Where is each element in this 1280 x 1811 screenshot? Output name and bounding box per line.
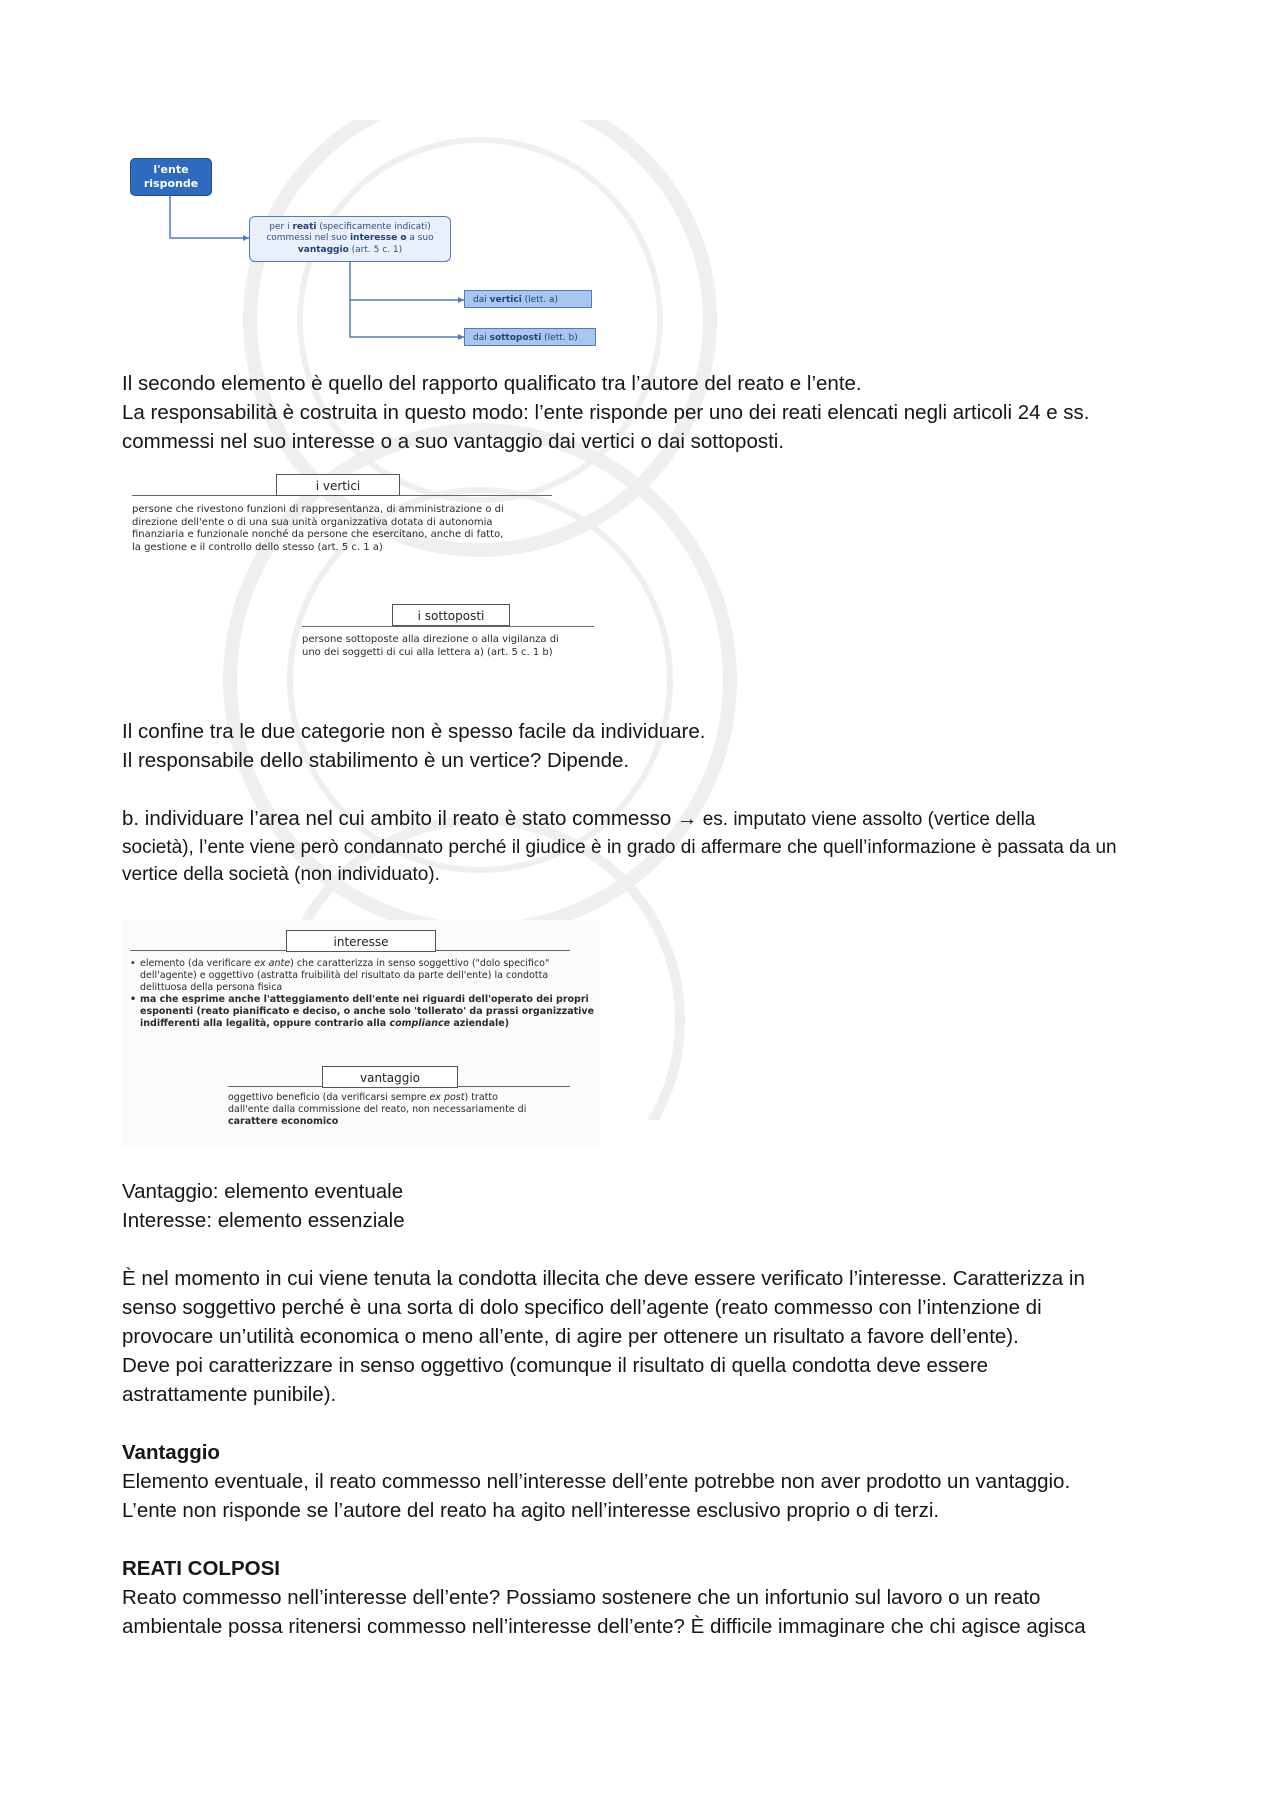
paragraph-rapporto [122,369,1172,456]
vertici-sottoposti-diagram [122,466,602,676]
vertici-text: dai [473,295,490,305]
desc-line: la gestione e il controllo dello stesso (art. 5 c. 1 a) [132,541,383,553]
text-line: Interesse: elemento essenziale [122,1209,405,1232]
interesse-label: interesse [286,930,436,952]
desc-line: carattere economico [228,1116,339,1127]
text-line: ambientale possa ritenersi commesso nell’interesse dell’ente? È difficile immaginare che chi agisce agisca [122,1615,1086,1638]
reati-bold: reati [292,221,317,232]
paragraph-definizioni [122,1177,1172,1235]
text-line: Il responsabile dello stabilimento è un vertice? Dipende. [122,749,630,772]
responsibility-diagram [122,150,612,350]
text-line: L’ente non risponde se l’autore del reato ha agito nell’interesse esclusivo proprio o di terzi. [122,1499,940,1522]
ente-risponde-box [130,158,212,196]
section-vantaggio [122,1438,1172,1525]
text-line: senso soggettivo perché è una sorta di dolo specifico dell’agente (reato commesso con l’intenzione di [122,1296,1042,1319]
vantaggio-label: vantaggio [322,1066,458,1088]
text-span: ex post [429,1092,465,1103]
sottoposti-label: i sottoposti [392,604,510,626]
paragraph-area [122,804,1172,888]
text-span: ex ante [254,958,291,969]
desc-line: finanziaria e funzionale nonché da persone che esercitano, anche di fatto, [132,529,504,540]
sottoposti-description [302,634,559,659]
interesse-description [130,958,594,1030]
vertici-description [132,504,504,554]
desc-line: persone sottoposte alla direzione o alla vigilanza di [302,634,559,645]
vertici-label: i vertici [276,474,400,496]
section-heading: REATI COLPOSI [122,1557,280,1580]
desc-line: persone che rivestono funzioni di rappresentanza, di amministrazione o di [132,504,504,515]
text-line: Elemento eventuale, il reato commesso nell’interesse dell’ente potrebbe non aver prodotto un vantaggio. [122,1470,1071,1493]
bullet-item [130,994,594,1030]
text-line: Il confine tra le due categorie non è spesso facile da individuare. [122,720,706,743]
text-span: compliance [389,1018,451,1029]
text-span: indifferenti alla legalità, oppure contrario alla [140,1018,390,1029]
text-line: Il secondo elemento è quello del rapporto qualificato tra l’autore del reato e l’ente. [122,372,862,395]
text-span: es. imputato viene assolto (vertice della [697,809,1036,830]
text-line: Deve poi caratterizzare in senso oggettivo (comunque il risultato di quella condotta deve essere [122,1354,989,1377]
desc-line [228,1092,526,1104]
vertici-text: (lett. a) [521,295,559,305]
text-span: dell'agente) e oggettivo (astratta fruibilità del risultato da parte dell'ente) la condotta [140,970,549,981]
text-span: ) che caratterizza in senso soggettivo ("dolo specifico" [290,958,550,969]
reati-text: a suo [406,233,434,244]
desc-line: direzione dell'ente o di una sua unità organizzativa dotata di autonomia [132,516,493,528]
paragraph-interesse [122,1264,1172,1409]
dai-sottoposti-box [464,328,596,346]
text-span: esponenti (reato pianificato e deciso, o anche solo 'tollerato' da prassi organizzative [140,1006,595,1017]
text-span: ma che esprime anche l'atteggiamento dell'ente nei riguardi dell'operato dei propri [140,994,589,1005]
text-span: oggettivo beneficio (da verificarsi sempre [228,1092,430,1103]
text-span: ) tratto [464,1092,498,1103]
reati-text: commessi nel suo [266,233,350,244]
vertici-bold: vertici [489,295,522,305]
reati-box [249,216,451,262]
text-span: elemento (da verificare [140,958,255,969]
text-span: aziendale) [450,1018,510,1029]
text-line: commessi nel suo interesse o a suo vantaggio dai vertici o dai sottoposti. [122,430,785,453]
text-line: È nel momento in cui viene tenuta la condotta illecita che deve essere verificato l’interesse. Caratterizza in [122,1267,1085,1290]
text-line: Reato commesso nell’interesse dell’ente? Possiamo sostenere che un infortunio sul lavoro o un reato [122,1586,1041,1609]
text-span: delittuosa della persona fisica [140,982,283,993]
reati-bold: interesse o [349,233,407,244]
reati-text: (art. 5 c. 1) [348,244,403,255]
text-line: provocare un’utilità economica o meno all’ente, di agire per ottenere un risultato a favore dell’ente). [122,1325,1019,1348]
text-line: Vantaggio: elemento eventuale [122,1180,404,1203]
section-heading: Vantaggio [122,1441,220,1464]
reati-text: (specificamente indicati) [316,221,431,232]
text-line [122,804,1172,834]
arrow-right-icon: → [676,807,698,830]
ente-line1: l'ente [153,163,189,176]
section-reati-colposi [122,1554,1172,1641]
bullet-item [130,958,594,994]
text-line: società), l’ente viene però condannato perché il giudice è in grado di affermare che quell’informazione è passata da un [122,837,1117,858]
dai-vertici-box [464,290,592,308]
vantaggio-description [228,1092,526,1128]
reati-bold: vantaggio [297,244,349,255]
text-line: vertice della società (non individuato). [122,864,440,885]
interesse-vantaggio-diagram [122,920,600,1148]
text-line: astrattamente punibile). [122,1383,337,1406]
sottoposti-text: dai [473,333,490,343]
sottoposti-text: (lett. b) [541,333,578,343]
sottoposti-bold: sottoposti [489,333,542,343]
reati-text: per i [269,221,293,232]
desc-line: uno dei soggetti di cui alla lettera a) (art. 5 c. 1 b) [302,646,553,658]
desc-line: dall'ente dalla commissione del reato, non necessariamente di [228,1104,527,1115]
ente-line2: risponde [143,177,199,190]
text-line: La responsabilità è costruita in questo modo: l’ente risponde per uno dei reati elencati negli articoli 24 e ss. [122,401,1090,424]
paragraph-confine [122,717,1172,775]
text-span: b. individuare l’area nel cui ambito il reato è stato commesso [122,807,677,830]
